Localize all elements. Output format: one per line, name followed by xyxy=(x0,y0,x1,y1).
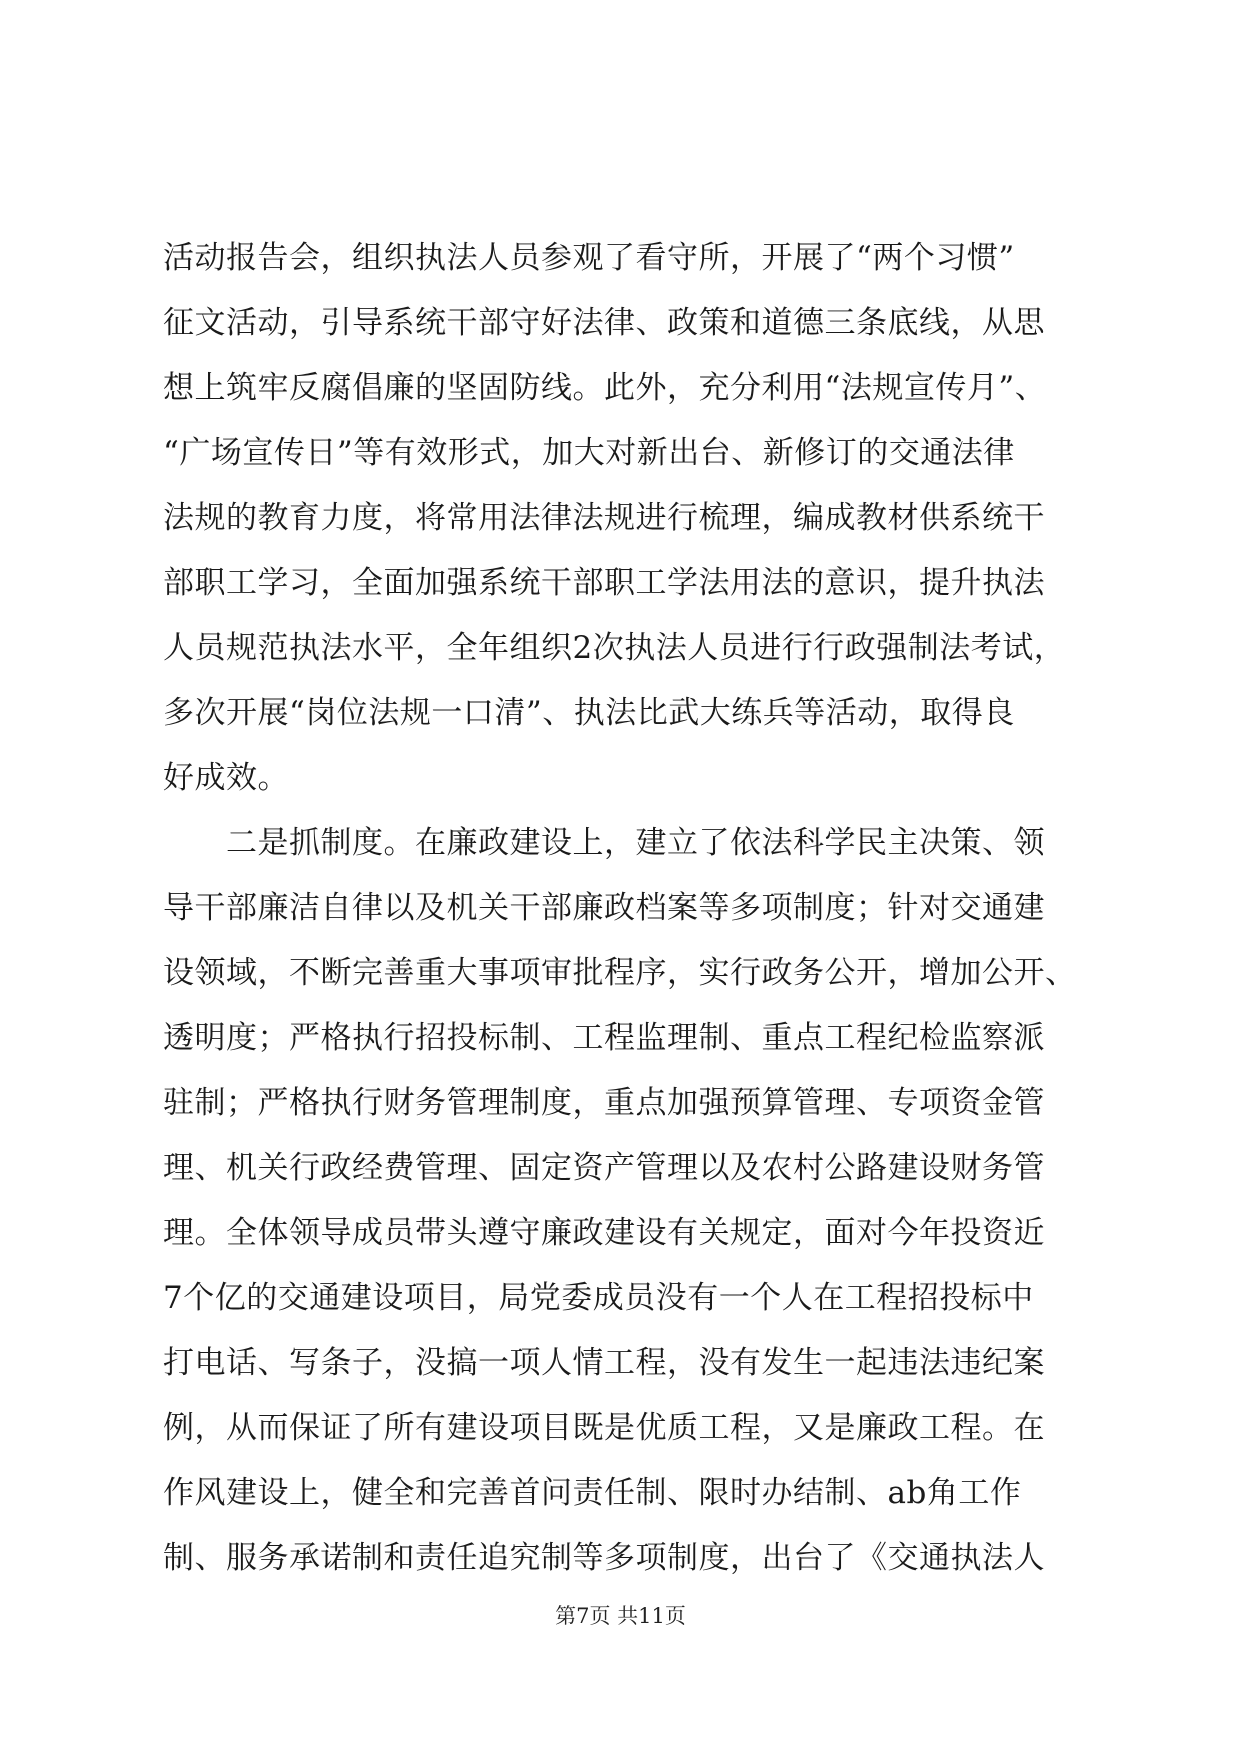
body-text-line: 设领域，不断完善重大事项审批程序，实行政务公开，增加公开、 xyxy=(163,955,1077,991)
body-text-line: 部职工学习，全面加强系统干部职工学法用法的意识，提升执法 xyxy=(163,565,1045,601)
body-text-line: 导干部廉洁自律以及机关干部廉政档案等多项制度；针对交通建 xyxy=(163,890,1045,926)
body-text-line: 多次开展“岗位法规一口清”、执法比武大练兵等活动，取得良 xyxy=(163,695,1015,731)
body-text-line: 活动报告会，组织执法人员参观了看守所，开展了“两个习惯” xyxy=(163,240,1015,276)
body-text-line: 打电话、写条子，没搞一项人情工程，没有发生一起违法违纪案 xyxy=(163,1345,1045,1381)
body-text-line: 透明度；严格执行招投标制、工程监理制、重点工程纪检监察派 xyxy=(163,1020,1045,1056)
page-number: 第7页 共11页 xyxy=(555,1604,686,1628)
body-text-line: 作风建设上，健全和完善首问责任制、限时办结制、ab角工作 xyxy=(163,1475,1022,1511)
body-text-line: “广场宣传日”等有效形式，加大对新出台、新修订的交通法律 xyxy=(163,435,1015,471)
body-text-line: 例，从而保证了所有建设项目既是优质工程，又是廉政工程。在 xyxy=(163,1410,1045,1446)
body-text-line: 驻制；严格执行财务管理制度，重点加强预算管理、专项资金管 xyxy=(163,1085,1045,1121)
body-text-line: 好成效。 xyxy=(163,760,289,796)
body-text-line: 想上筑牢反腐倡廉的坚固防线。此外，充分利用“法规宣传月”、 xyxy=(163,370,1047,406)
body-text-line: 征文活动，引导系统干部守好法律、政策和道德三条底线，从思 xyxy=(163,305,1045,341)
paragraph-first-line: 二是抓制度。在廉政建设上，建立了依法科学民主决策、领 xyxy=(226,825,1045,861)
body-text-line: 理。全体领导成员带头遵守廉政建设有关规定，面对今年投资近 xyxy=(163,1215,1045,1251)
body-text-line: 人员规范执法水平，全年组织2次执法人员进行行政强制法考试， xyxy=(163,630,1066,666)
body-text-line: 理、机关行政经费管理、固定资产管理以及农村公路建设财务管 xyxy=(163,1150,1045,1186)
body-text-line: 7个亿的交通建设项目，局党委成员没有一个人在工程招投标中 xyxy=(163,1280,1034,1316)
body-text-line: 制、服务承诺制和责任追究制等多项制度，出台了《交通执法人 xyxy=(163,1540,1045,1576)
body-text-line: 法规的教育力度，将常用法律法规进行梳理，编成教材供系统干 xyxy=(163,500,1045,536)
